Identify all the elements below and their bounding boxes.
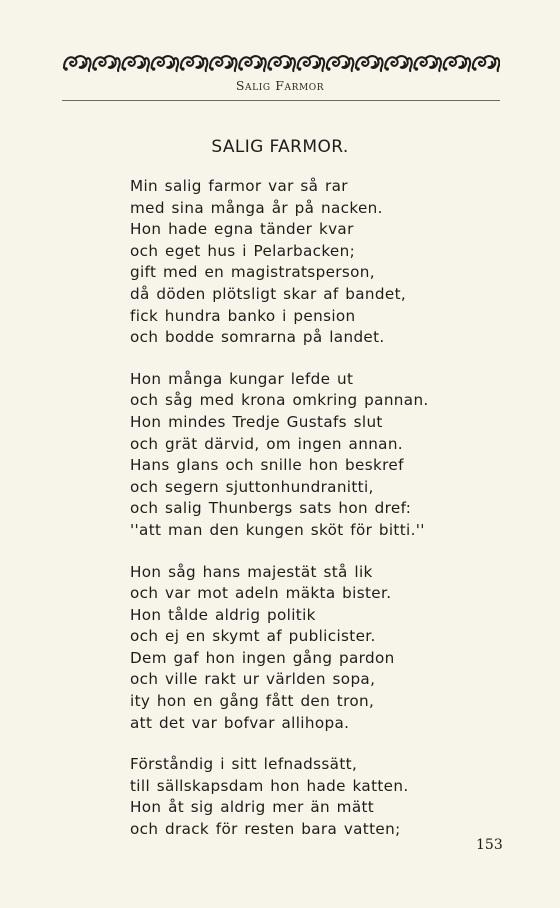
verse-line: och segern sjuttonhundranitti, bbox=[130, 477, 374, 496]
verse-line: med sina många år på nacken. bbox=[130, 198, 383, 217]
scroll-motif-icon bbox=[414, 56, 441, 71]
poem-body bbox=[130, 176, 520, 861]
stanza-4 bbox=[130, 754, 520, 840]
verse-line: Min salig farmor var så rar bbox=[130, 177, 348, 195]
verse-line: och såg med krona omkring pannan. bbox=[130, 391, 429, 410]
scroll-motif-icon bbox=[181, 56, 208, 71]
verse-line: Hon såg hans majestät stå lik bbox=[130, 562, 373, 581]
stanza-3 bbox=[130, 562, 520, 735]
verse-line: Hon hade egna tänder kvar bbox=[130, 220, 354, 239]
verse-line: och eget hus i Pelarbacken; bbox=[130, 241, 356, 260]
verse-line: Hon mindes Tredje Gustafs slut bbox=[130, 412, 383, 431]
scroll-motif-icon bbox=[327, 56, 354, 71]
verse-line: Hon många kungar lefde ut bbox=[130, 369, 354, 388]
verse-line: och salig Thunbergs sats hon dref: bbox=[130, 499, 412, 518]
page-number: 153 bbox=[476, 837, 503, 853]
verse-line: ity hon en gång fått den tron, bbox=[130, 692, 375, 711]
scroll-motif-icon bbox=[122, 56, 149, 71]
verse-line: Dem gaf hon ingen gång pardon bbox=[130, 648, 395, 667]
scroll-motif-icon bbox=[64, 56, 91, 71]
verse-line: och var mot adeln mäkta bister. bbox=[130, 584, 392, 603]
verse-line: och ej en skymt af publicister. bbox=[130, 627, 376, 646]
header-rule bbox=[62, 100, 500, 101]
scroll-motif-icon bbox=[268, 56, 295, 71]
scroll-motif-icon bbox=[444, 56, 471, 71]
poem-title: SALIG FARMOR. bbox=[211, 137, 349, 157]
stanza-2 bbox=[130, 369, 520, 542]
verse-line: gift med en magistratsperson, bbox=[130, 263, 375, 282]
stanza-1 bbox=[130, 176, 520, 349]
verse-line: fick hundra banko i pension bbox=[130, 306, 356, 325]
scroll-motif-icon bbox=[385, 56, 412, 71]
verse-line: Förståndig i sitt lefnadssätt, bbox=[130, 755, 358, 774]
running-head: Salig Farmor bbox=[235, 78, 325, 93]
scroll-motif-icon bbox=[298, 56, 325, 71]
verse-line: och drack för resten bara vatten; bbox=[130, 820, 401, 839]
verse-line: och bodde somrarna på landet. bbox=[130, 328, 385, 347]
verse-line: då döden plötsligt skar af bandet, bbox=[130, 284, 407, 303]
verse-line: och ville rakt ur världen sopa, bbox=[130, 670, 376, 689]
scroll-motif-icon bbox=[152, 56, 179, 71]
scroll-motif-icon bbox=[93, 56, 120, 71]
verse-line: Hon åt sig aldrig mer än mätt bbox=[130, 798, 375, 817]
verse-line: Hans glans och snille hon beskref bbox=[130, 456, 404, 475]
scroll-motif-icon bbox=[239, 56, 266, 71]
verse-line: ''att man den kungen sköt för bitti.'' bbox=[130, 520, 425, 539]
scroll-motif-icon bbox=[210, 56, 237, 71]
verse-line: till sällskapsdam hon hade katten. bbox=[130, 776, 409, 795]
scroll-motif-icon bbox=[473, 56, 500, 71]
verse-line: att det var bofvar allihopa. bbox=[130, 713, 350, 732]
scroll-motif-icon bbox=[356, 56, 383, 71]
verse-line: Hon tålde aldrig politik bbox=[130, 605, 316, 624]
scroll-border-ornament-icon bbox=[62, 52, 500, 74]
verse-line: och grät därvid, om ingen annan. bbox=[130, 434, 403, 453]
